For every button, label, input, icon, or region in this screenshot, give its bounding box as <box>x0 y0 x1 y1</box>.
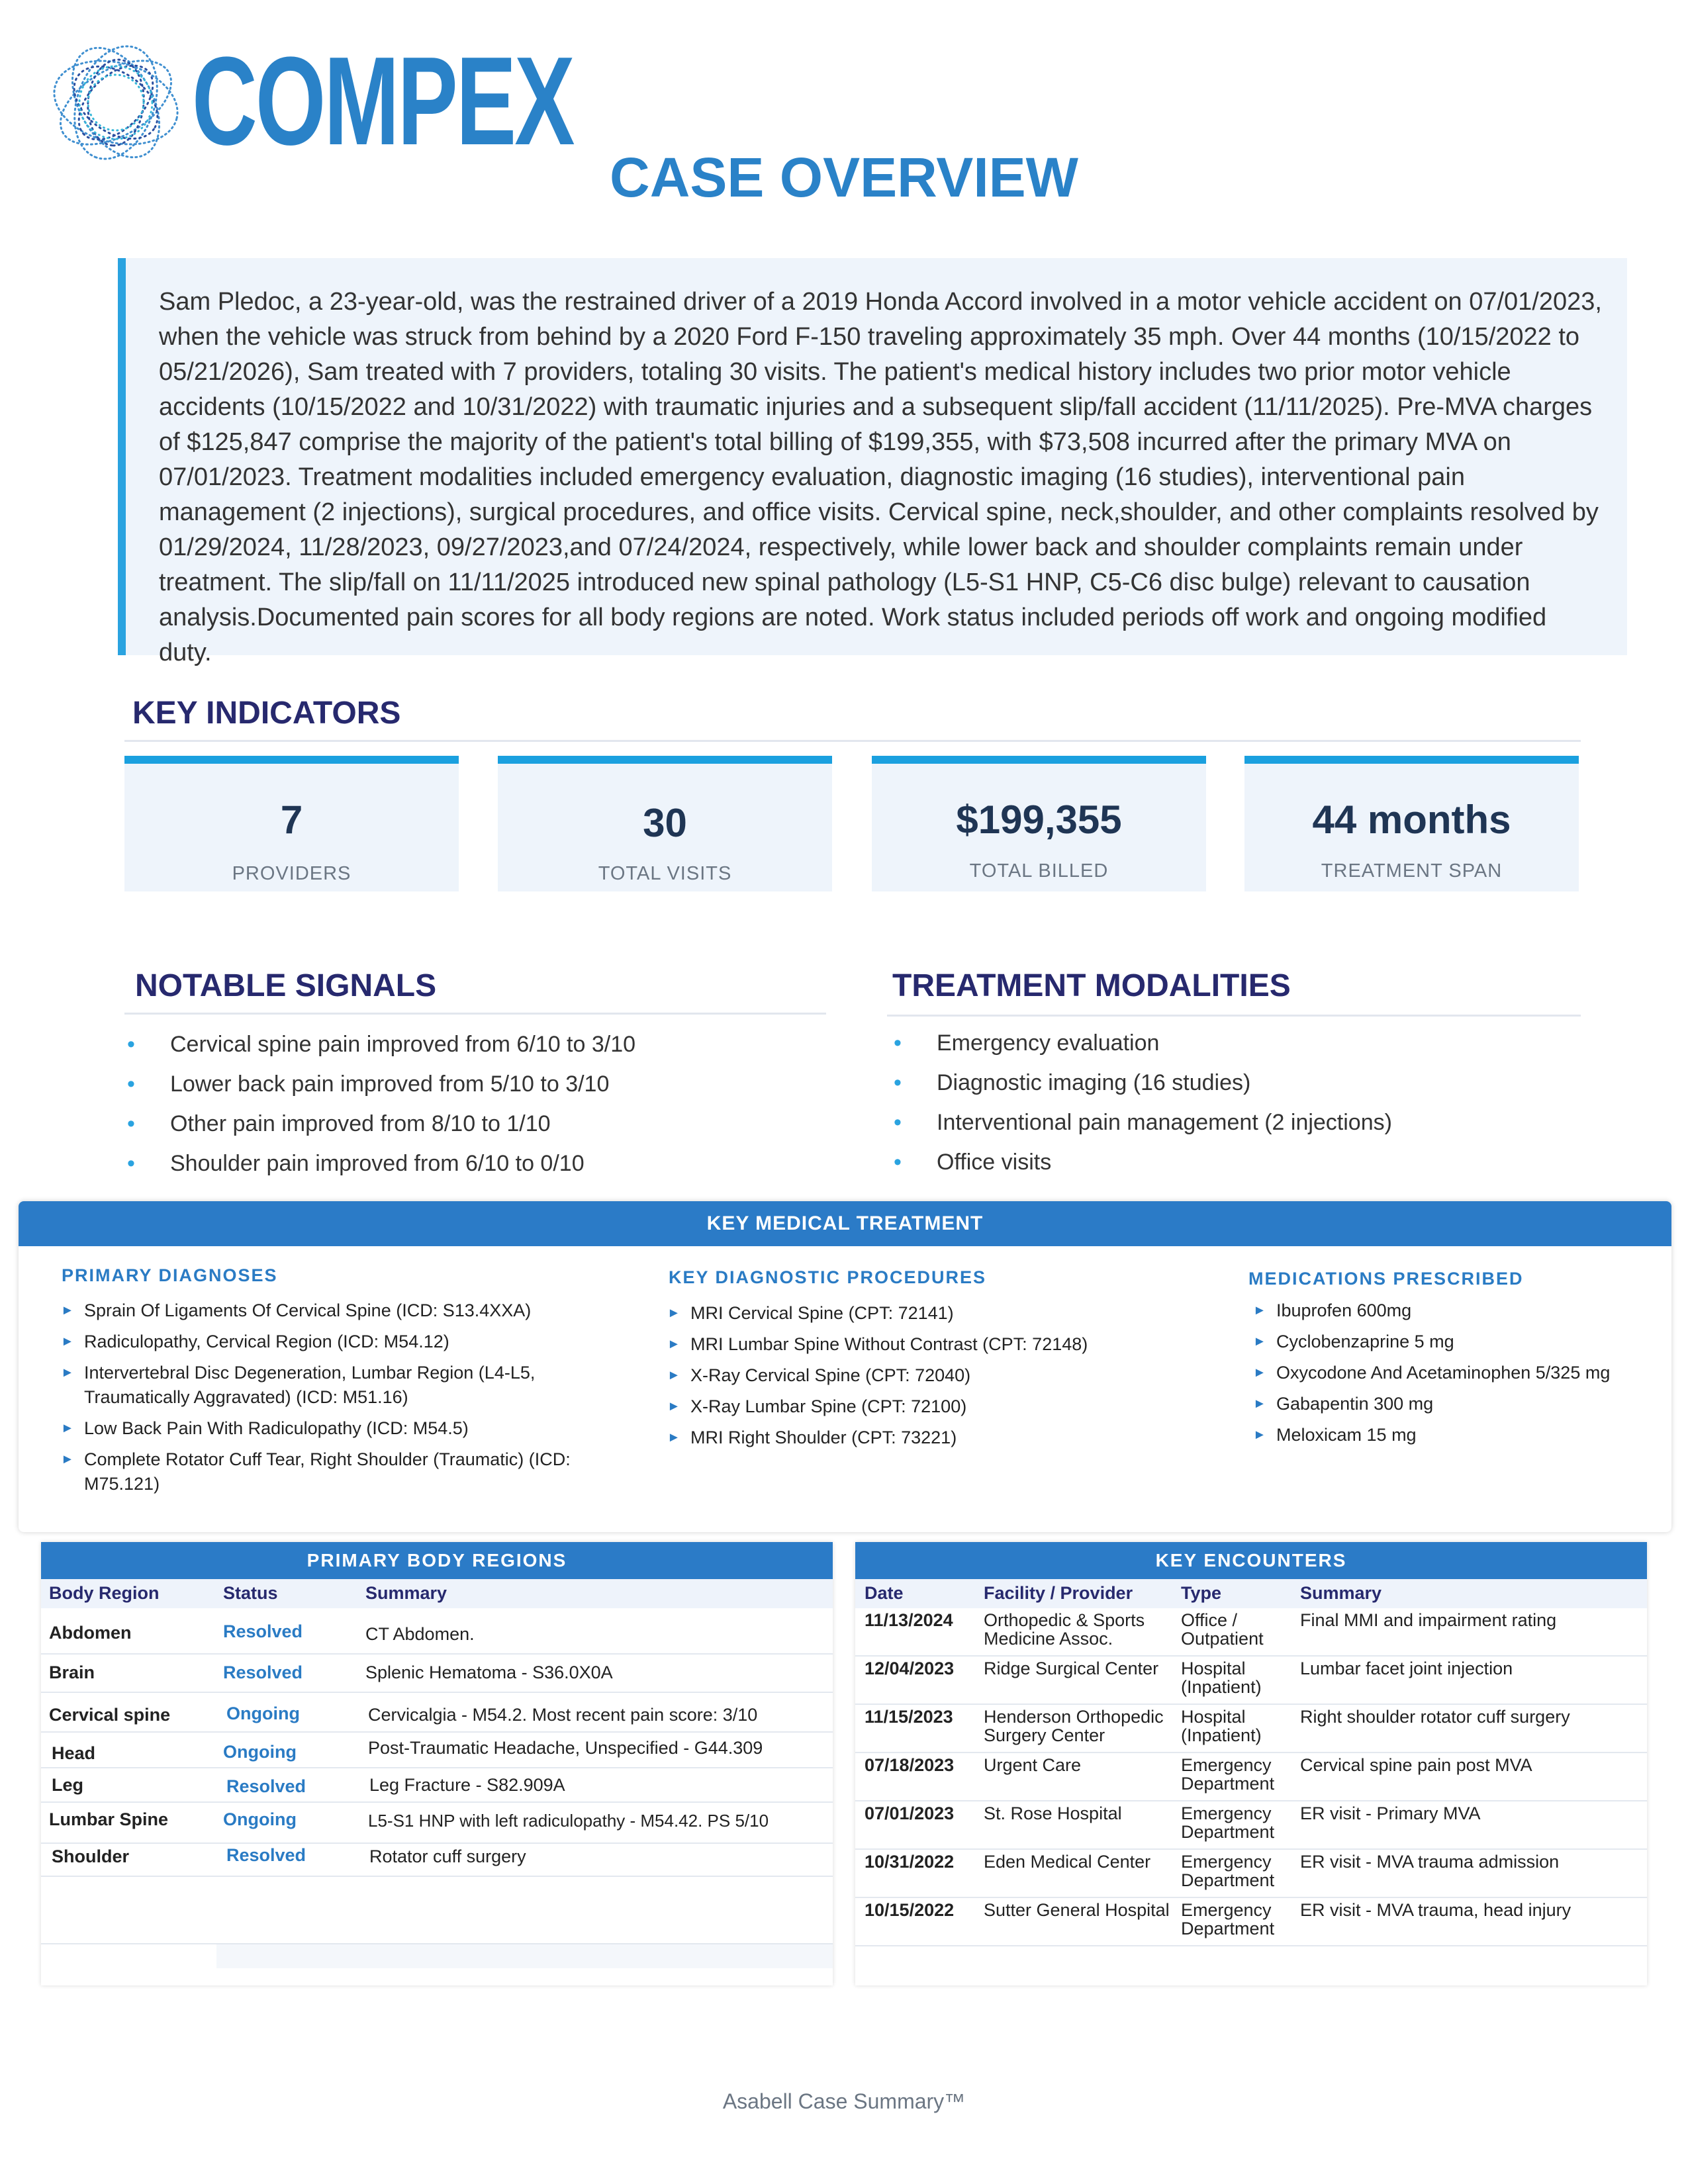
triangle-bullet-icon: ► <box>61 1421 74 1435</box>
signal-text: Cervical spine pain improved from 6/10 to 3/10 <box>170 1032 636 1057</box>
kpi-value: $199,355 <box>956 797 1122 842</box>
encounter-summary: Final MMI and impairment rating <box>1300 1610 1557 1630</box>
status-badge: Resolved <box>226 1776 306 1796</box>
col-header-type: Type <box>1181 1583 1222 1603</box>
triangle-bullet-icon: ► <box>1253 1303 1266 1318</box>
encounter-type: Hospital (Inpatient) <box>1181 1659 1262 1697</box>
region-name: Cervical spine <box>49 1705 171 1725</box>
medication-text: Ibuprofen 600mg <box>1276 1300 1412 1320</box>
encounter-type: Emergency Department <box>1181 1755 1275 1794</box>
procedure-text: X-Ray Cervical Spine (CPT: 72040) <box>690 1365 971 1385</box>
brand-logo-text: COMPEX <box>192 31 573 171</box>
medications-list <box>1253 1298 1650 1454</box>
encounter-facility: Urgent Care <box>984 1755 1082 1775</box>
kpi-label: PROVIDERS <box>232 863 352 884</box>
kpi-value: 7 <box>280 797 303 842</box>
list-item <box>61 1361 617 1410</box>
list-item <box>667 1426 1197 1450</box>
triangle-bullet-icon: ► <box>667 1368 680 1383</box>
table-row <box>41 1655 833 1693</box>
list-item <box>667 1394 1197 1419</box>
table-row <box>41 1768 833 1803</box>
bullet-icon: • <box>894 1150 902 1175</box>
diagnosis-text: Low Back Pain With Radiculopathy (ICD: M54.5) <box>84 1418 469 1438</box>
kpi-label: TOTAL VISITS <box>598 863 732 884</box>
triangle-bullet-icon: ► <box>61 1365 74 1380</box>
signal-text: Other pain improved from 8/10 to 1/10 <box>170 1111 551 1136</box>
procedure-text: MRI Right Shoulder (CPT: 73221) <box>690 1428 957 1447</box>
status-badge: Ongoing <box>223 1742 297 1762</box>
encounter-type: Emergency Department <box>1181 1900 1275 1938</box>
encounter-date: 07/01/2023 <box>865 1803 955 1823</box>
region-summary: Rotator cuff surgery <box>369 1846 526 1866</box>
diagnostic-procedures-heading: KEY DIAGNOSTIC PROCEDURES <box>669 1267 987 1287</box>
diagnosis-text: Radiculopathy, Cervical Region (ICD: M54.12) <box>84 1332 449 1351</box>
diagnosis-text: Sprain Of Ligaments Of Cervical Spine (ICD: S13.4XXA) <box>84 1300 532 1320</box>
region-name: Head <box>52 1743 96 1763</box>
triangle-bullet-icon: ► <box>667 1399 680 1414</box>
notable-signals-divider <box>124 1013 826 1015</box>
notable-signals-list <box>127 1024 829 1183</box>
list-item <box>61 1447 617 1496</box>
triangle-bullet-icon: ► <box>667 1337 680 1351</box>
region-summary: Splenic Hematoma - S36.0X0A <box>365 1662 613 1682</box>
list-item <box>127 1024 829 1064</box>
signal-text: Shoulder pain improved from 6/10 to 0/10 <box>170 1151 585 1176</box>
list-item <box>1253 1298 1650 1323</box>
kpi-card-total-billed <box>872 756 1206 891</box>
encounter-facility: Ridge Surgical Center <box>984 1659 1159 1678</box>
diagnosis-text: Intervertebral Disc Degeneration, Lumbar Region (L4-L5, Traumatically Aggravated) (ICD: M51.16) <box>84 1363 536 1407</box>
list-item <box>61 1330 617 1354</box>
treatment-modalities-divider <box>887 1015 1581 1017</box>
list-item <box>127 1064 829 1104</box>
encounter-facility: Sutter General Hospital <box>984 1900 1170 1920</box>
bullet-icon: • <box>127 1032 135 1057</box>
list-item <box>894 1023 1582 1063</box>
list-item <box>894 1142 1582 1182</box>
list-item <box>667 1332 1197 1357</box>
table-row <box>41 1693 833 1733</box>
body-regions-table <box>41 1542 833 1985</box>
status-badge: Ongoing <box>226 1704 300 1723</box>
key-indicators-divider <box>124 740 1581 742</box>
kpi-value: 44 months <box>1312 797 1511 842</box>
table-row <box>41 1803 833 1844</box>
encounter-type: Emergency Department <box>1181 1852 1275 1890</box>
triangle-bullet-icon: ► <box>61 1452 74 1467</box>
encounter-facility: Orthopedic & Sports Medicine Assoc. <box>984 1610 1145 1649</box>
table-row <box>855 1850 1647 1898</box>
case-overview-box <box>118 258 1627 666</box>
kpi-card-total-visits <box>498 756 832 891</box>
table-row <box>41 1844 833 1877</box>
triangle-bullet-icon: ► <box>1253 1334 1266 1349</box>
encounter-date: 10/15/2022 <box>865 1900 955 1920</box>
encounter-type: Emergency Department <box>1181 1803 1275 1842</box>
col-header-facility: Facility / Provider <box>984 1583 1133 1603</box>
triangle-bullet-icon: ► <box>1253 1365 1266 1380</box>
table-row <box>855 1898 1647 1946</box>
list-item <box>1253 1423 1650 1447</box>
encounter-date: 11/15/2023 <box>865 1707 953 1727</box>
col-header-summary: Summary <box>1300 1583 1382 1603</box>
triangle-bullet-icon: ► <box>1253 1428 1266 1442</box>
col-header-date: Date <box>865 1583 904 1603</box>
encounter-summary: ER visit - MVA trauma, head injury <box>1300 1900 1571 1920</box>
treatment-modalities-heading: TREATMENT MODALITIES <box>892 968 1291 1003</box>
region-name: Shoulder <box>52 1846 130 1866</box>
footer-text: Asabell Case Summary™ <box>722 2089 966 2113</box>
table-row <box>855 1657 1647 1705</box>
encounter-summary: ER visit - MVA trauma admission <box>1300 1852 1560 1872</box>
key-encounters-table <box>855 1542 1647 1985</box>
bullet-icon: • <box>894 1110 902 1135</box>
list-item <box>894 1063 1582 1103</box>
encounter-summary: Right shoulder rotator cuff surgery <box>1300 1707 1570 1727</box>
bullet-icon: • <box>127 1071 135 1097</box>
key-medical-treatment-header: KEY MEDICAL TREATMENT <box>19 1201 1671 1246</box>
procedure-text: MRI Lumbar Spine Without Contrast (CPT: 72148) <box>690 1334 1088 1354</box>
table-header <box>855 1579 1647 1608</box>
encounter-summary: ER visit - Primary MVA <box>1300 1803 1481 1823</box>
medications-heading: MEDICATIONS PRESCRIBED <box>1248 1269 1524 1289</box>
encounter-facility: Henderson Orthopedic Surgery Center <box>984 1707 1164 1745</box>
list-item <box>667 1363 1197 1388</box>
status-badge: Resolved <box>226 1845 306 1865</box>
notable-signals-heading: NOTABLE SIGNALS <box>135 968 437 1003</box>
body-regions-title: PRIMARY BODY REGIONS <box>41 1542 833 1579</box>
region-summary: Cervicalgia - M54.2. Most recent pain score: 3/10 <box>368 1705 758 1725</box>
bullet-icon: • <box>894 1070 902 1095</box>
list-item <box>894 1103 1582 1142</box>
col-header-summary: Summary <box>365 1583 447 1603</box>
triangle-bullet-icon: ► <box>61 1334 74 1349</box>
key-encounters-title: KEY ENCOUNTERS <box>855 1542 1647 1579</box>
table-header <box>41 1579 833 1608</box>
encounter-type: Office / Outpatient <box>1181 1610 1264 1649</box>
triangle-bullet-icon: ► <box>667 1430 680 1445</box>
list-item <box>127 1104 829 1144</box>
encounter-date: 12/04/2023 <box>865 1659 955 1678</box>
triangle-bullet-icon: ► <box>61 1303 74 1318</box>
diagnostic-procedures-list <box>667 1301 1197 1457</box>
encounter-date: 11/13/2024 <box>865 1610 953 1630</box>
bullet-icon: • <box>127 1111 135 1136</box>
region-summary: Leg Fracture - S82.909A <box>369 1775 565 1795</box>
kpi-label: TREATMENT SPAN <box>1321 860 1503 882</box>
list-item <box>1253 1392 1650 1416</box>
region-summary: L5-S1 HNP with left radiculopathy - M54.42. PS 5/10 <box>368 1811 769 1831</box>
table-row <box>41 1608 833 1655</box>
table-row <box>855 1801 1647 1850</box>
page-title: CASE OVERVIEW <box>610 146 1078 208</box>
kpi-value: 30 <box>643 801 687 845</box>
table-row-empty <box>216 1944 833 1968</box>
list-item <box>1253 1361 1650 1385</box>
case-overview-text: Sam Pledoc, a 23-year-old, was the restrained driver of a 2019 Honda Accord involved in a motor vehicle accident on 07/01/2023, when the vehicle was struck from behind by a 2020 Ford F-150 traveling approximately 35 mph. Over 44 months (10/15/2022 to 05/21/2026), Sam treated with 7 providers, totaling 30 visits. The patient's medical history includes two prior motor vehicle accidents (10/15/2022 and 10/31/2022) with traumatic injuries and a subsequent slip/fall accident (11/11/2025). Pre-MVA charges of $125,847 comprise the majority of the patient's total billing of $199,355, with $73,508 incurred after the primary MVA on 07/01/2023. Treatment modalities included emergency evaluation, diagnostic imaging (16 studies), interventional pain management (2 injections), surgical procedures, and office visits. Cervical spine, neck,shoulder, and other complaints resolved by 01/29/2024, 11/28/2023, 09/27/2023,and 07/24/2024, respectively, while lower back and shoulder complaints remain under treatment. The slip/fall on 11/11/2025 introduced new spinal pathology (L5-S1 HNP, C5-C6 disc bulge) relevant to causation analysis.Documented pain scores for all body regions are noted. Work status included periods off work and ongoing modified duty. <box>159 288 1602 666</box>
triangle-bullet-icon: ► <box>667 1306 680 1320</box>
region-summary: Post-Traumatic Headache, Unspecified - G44.309 <box>368 1738 763 1758</box>
kpi-card-providers <box>124 756 459 891</box>
list-item <box>61 1416 617 1441</box>
triangle-bullet-icon: ► <box>1253 1396 1266 1411</box>
procedure-text: X-Ray Lumbar Spine (CPT: 72100) <box>690 1396 967 1416</box>
modality-text: Interventional pain management (2 injections) <box>937 1110 1392 1135</box>
primary-diagnoses-list <box>61 1298 617 1503</box>
region-name: Lumbar Spine <box>49 1809 169 1829</box>
col-header-body-region: Body Region <box>49 1583 160 1603</box>
modality-text: Office visits <box>937 1150 1052 1175</box>
list-item <box>1253 1330 1650 1354</box>
region-summary: CT Abdomen. <box>365 1624 475 1644</box>
encounter-summary: Cervical spine pain post MVA <box>1300 1755 1532 1775</box>
kpi-card-treatment-span <box>1244 756 1579 891</box>
status-badge: Resolved <box>223 1662 303 1682</box>
modality-text: Emergency evaluation <box>937 1030 1160 1056</box>
medication-text: Gabapentin 300 mg <box>1276 1394 1434 1414</box>
table-row-empty <box>41 1877 833 1944</box>
list-item <box>61 1298 617 1323</box>
table-row <box>855 1753 1647 1801</box>
col-header-status: Status <box>223 1583 278 1603</box>
table-row <box>855 1705 1647 1753</box>
encounter-date: 07/18/2023 <box>865 1755 955 1775</box>
region-name: Leg <box>52 1775 84 1795</box>
region-name: Brain <box>49 1662 95 1682</box>
table-row <box>41 1733 833 1768</box>
signal-text: Lower back pain improved from 5/10 to 3/10 <box>170 1071 610 1097</box>
diagnosis-text: Complete Rotator Cuff Tear, Right Shoulder (Traumatic) (ICD: M75.121) <box>84 1449 571 1494</box>
bullet-icon: • <box>127 1151 135 1176</box>
status-badge: Ongoing <box>223 1809 297 1829</box>
treatment-modalities-list <box>894 1023 1582 1182</box>
bullet-icon: • <box>894 1030 902 1056</box>
encounter-summary: Lumbar facet joint injection <box>1300 1659 1513 1678</box>
table-row <box>855 1608 1647 1657</box>
status-badge: Resolved <box>223 1621 303 1641</box>
key-indicators-heading: KEY INDICATORS <box>132 696 401 731</box>
list-item <box>667 1301 1197 1326</box>
modality-text: Diagnostic imaging (16 studies) <box>937 1070 1251 1095</box>
primary-diagnoses-heading: PRIMARY DIAGNOSES <box>62 1265 278 1285</box>
list-item <box>127 1144 829 1183</box>
medication-text: Oxycodone And Acetaminophen 5/325 mg <box>1276 1363 1611 1383</box>
encounter-type: Hospital (Inpatient) <box>1181 1707 1262 1745</box>
encounter-facility: St. Rose Hospital <box>984 1803 1122 1823</box>
medication-text: Cyclobenzaprine 5 mg <box>1276 1332 1454 1351</box>
medication-text: Meloxicam 15 mg <box>1276 1425 1417 1445</box>
encounter-date: 10/31/2022 <box>865 1852 955 1872</box>
kpi-label: TOTAL BILLED <box>969 860 1109 882</box>
encounter-facility: Eden Medical Center <box>984 1852 1151 1872</box>
procedure-text: MRI Cervical Spine (CPT: 72141) <box>690 1303 954 1323</box>
region-name: Abdomen <box>49 1623 132 1643</box>
